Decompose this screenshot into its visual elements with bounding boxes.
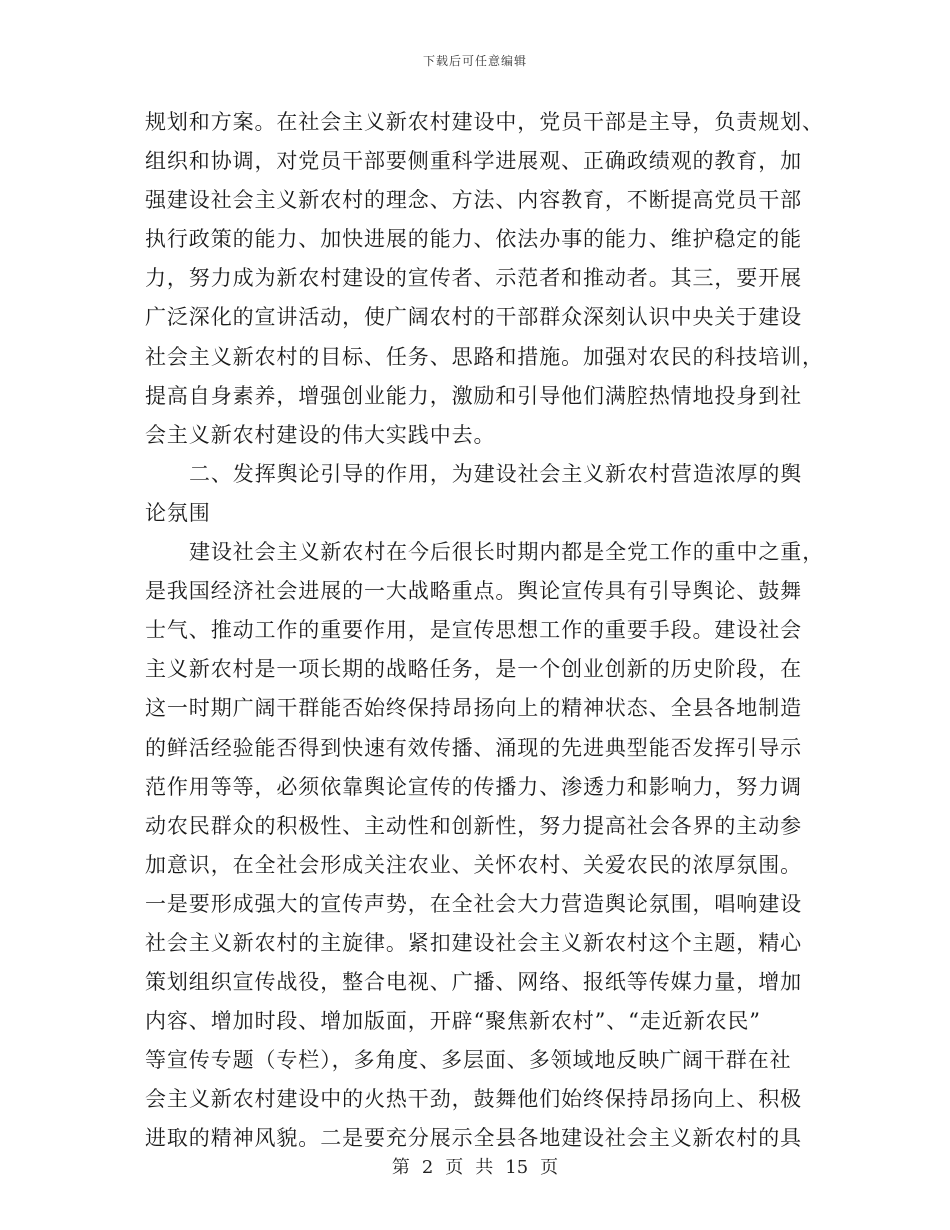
current-page-number: 2	[421, 1157, 434, 1178]
footer-prefix: 第	[391, 1157, 410, 1178]
text-line: 执行政策的能力、加快进展的能力、依法办事的能力、维护稳定的能	[145, 227, 802, 252]
text-line: 强建设社会主义新农村的理念、方法、内容教育，不断提高党员干部	[145, 188, 802, 213]
page-header: 下载后可任意编辑	[422, 54, 527, 68]
footer-total-word: 共	[475, 1157, 494, 1178]
text-line: 社会主义新农村的主旋律。紧扣建设社会主义新农村这个主题，精心	[145, 930, 802, 955]
text-line: 提高自身素养，增强创业能力，激励和引导他们满腔热情地投身到社	[145, 383, 802, 408]
footer-page-unit: 页	[445, 1157, 464, 1178]
text-line: 一是要形成强大的宣传声势，在全社会大力营造舆论氛围，唱响建设	[145, 891, 802, 916]
document-body	[145, 103, 825, 1159]
page-footer	[0, 1153, 950, 1179]
text-line: 组织和协调，对党员干部要侧重科学进展观、正确政绩观的教育，加	[145, 149, 802, 174]
text-line: 社会主义新农村的目标、任务、思路和措施。加强对农民的科技培训，	[145, 344, 824, 369]
text-line: 建设社会主义新农村在今后很长时期内都是全党工作的重中之重，	[189, 540, 825, 565]
text-line: 会主义新农村建设的伟大实践中去。	[145, 422, 496, 447]
text-line: 动农民群众的积极性、主动性和创新性，努力提高社会各界的主动参	[145, 813, 802, 838]
text-line: 广泛深化的宣讲活动，使广阔农村的干部群众深刻认识中央关于建设	[145, 305, 802, 330]
section-heading-line: 论氛围	[145, 500, 211, 525]
total-page-count: 15	[505, 1157, 529, 1178]
text-line: 的鲜活经验能否得到快速有效传播、涌现的先进典型能否发挥引导示	[145, 735, 802, 760]
text-line: 加意识，在全社会形成关注农业、关怀农村、关爱农民的浓厚氛围。	[145, 852, 802, 877]
text-line: 内容、增加时段、增加版面，开辟“聚焦新农村”、“走近新农民”	[145, 1009, 761, 1034]
text-line: 策划组织宣传战役，整合电视、广播、网络、报纸等传媒力量，增加	[145, 970, 802, 995]
text-line: 等宣传专题（专栏），多角度、多层面、多领域地反映广阔干群在社	[145, 1048, 792, 1073]
section-heading-line: 二、发挥舆论引导的作用，为建设社会主义新农村营造浓厚的舆	[189, 461, 803, 486]
text-line: 这一时期广阔干群能否始终保持昂扬向上的精神状态、全县各地制造	[145, 696, 802, 721]
text-line: 主义新农村是一项长期的战略任务，是一个创业创新的历史阶段，在	[145, 657, 802, 682]
text-line: 力，努力成为新农村建设的宣传者、示范者和推动者。其三，要开展	[145, 266, 802, 291]
text-line: 士气、推动工作的重要作用，是宣传思想工作的重要手段。建设社会	[145, 618, 802, 643]
footer-suffix: 页	[540, 1157, 559, 1178]
text-line: 进取的精神风貌。二是要充分展示全县各地建设社会主义新农村的具	[145, 1126, 802, 1151]
text-line: 是我国经济社会进展的一大战略重点。舆论宣传具有引导舆论、鼓舞	[145, 579, 802, 604]
text-line: 范作用等等，必须依靠舆论宣传的传播力、渗透力和影响力，努力调	[145, 774, 802, 799]
text-line: 规划和方案。在社会主义新农村建设中，党员干部是主导，负责规划、	[145, 110, 824, 134]
text-line: 会主义新农村建设中的火热干劲，鼓舞他们始终保持昂扬向上、积极	[145, 1087, 802, 1112]
